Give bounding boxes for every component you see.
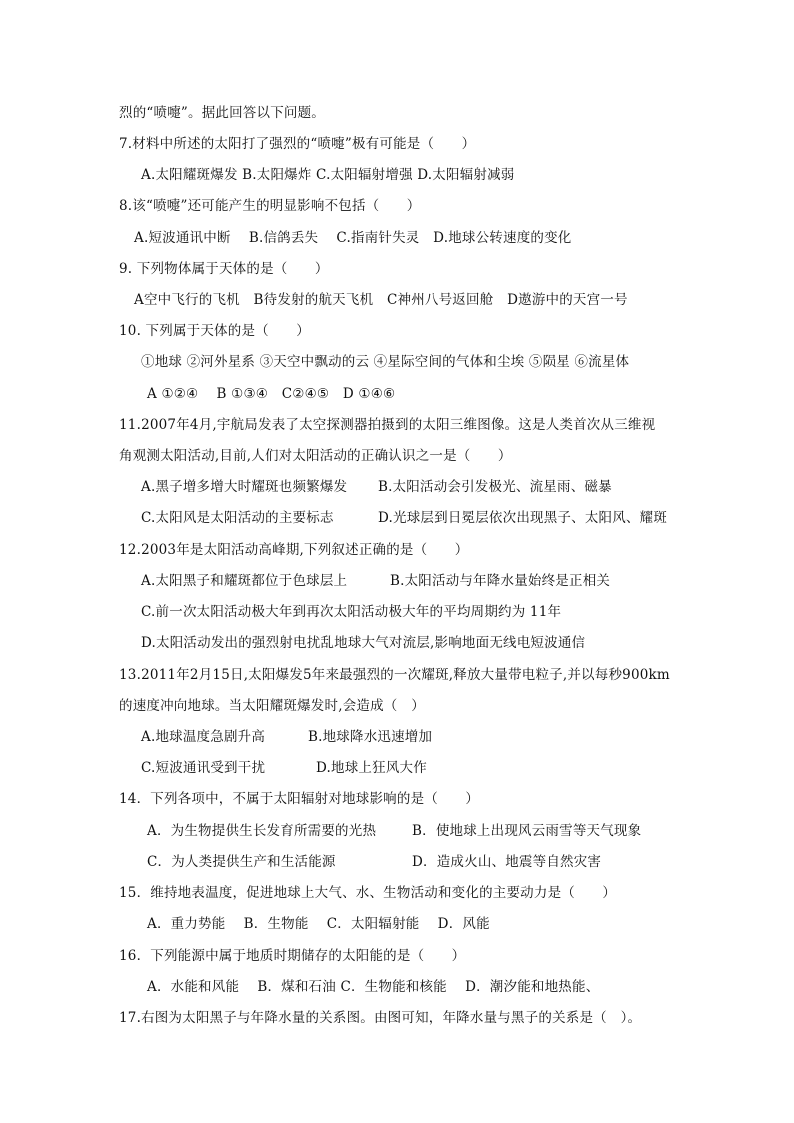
question-14-option-b: B．使地球上出现风云雨雪等天气现象 <box>412 823 642 839</box>
question-14-option-a: A．为生物提供生长发育所需要的光热 <box>147 823 377 839</box>
question-14-option-c: C．为人类提供生产和生活能源 <box>147 854 336 870</box>
question-11-option-c: C.太阳风是太阳活动的主要标志 <box>141 510 334 526</box>
question-15-options: A．重力势能 B．生物能 C．太阳辐射能 D．风能 <box>147 916 490 932</box>
question-12-option-a: A.太阳黑子和耀斑都位于色球层上 <box>141 573 348 589</box>
question-11: 11.2007年4月,宇航局发表了太空探测器拍摄到的太阳三维图像。这是人类首次从三维视 <box>119 417 656 433</box>
question-9: 9. 下列物体属于天体的是（ ） <box>119 261 329 277</box>
question-12-option-c: C.前一次太阳活动极大年到再次太阳活动极大年的平均周期约为 11年 <box>141 604 562 620</box>
question-11-option-a: A.黑子增多增大时耀斑也频繁爆发 <box>141 479 348 495</box>
question-17: 17.右图为太阳黑子与年降水量的关系图。由图可知，年降水量与黑子的关系是（ ）。 <box>119 1010 642 1026</box>
question-7: 7.材料中所述的太阳打了强烈的“喷嚏”极有可能是（ ） <box>119 136 476 152</box>
question-16-options: A．水能和风能 B．煤和石油 C．生物能和核能 D．潮汐能和地热能、 <box>147 979 600 995</box>
question-16: 16．下列能源中属于地质时期储存的太阳能的是（ ） <box>119 948 466 964</box>
question-13: 13.2011年2月15日,太阳爆发5年来最强烈的一次耀斑,释放大量带电粒子,并以每秒900km <box>119 667 670 683</box>
question-13-option-a: A.地球温度急剧升高 <box>141 729 266 745</box>
question-8-options: A.短波通讯中断 B.信鸽丢失 C.指南针失灵 D.地球公转速度的变化 <box>134 230 572 246</box>
question-10-options: A ①②④ B ①③④ C②④⑤ D ①④⑥ <box>147 386 396 402</box>
question-13-option-c: C.短波通讯受到干扰 <box>141 760 266 776</box>
question-14: 14．下列各项中，不属于太阳辐射对地球影响的是（ ） <box>119 791 480 807</box>
passage-tail: 烈的“喷嚏”。据此回答以下问题。 <box>119 105 326 121</box>
question-10: 10. 下列属于天体的是（ ） <box>119 323 310 339</box>
question-12-option-b: B.太阳活动与年降水量始终是正相关 <box>390 573 611 589</box>
question-8: 8.该“喷嚏”还可能产生的明显影响不包括（ ） <box>119 198 421 214</box>
question-12-option-d: D.太阳活动发出的强烈射电扰乱地球大气对流层,影响地面无线电短波通信 <box>141 635 586 651</box>
question-7-options: A.太阳耀斑爆发 B.太阳爆炸 C.太阳辐射增强 D.太阳辐射减弱 <box>141 167 515 183</box>
question-13-option-d: D.地球上狂风大作 <box>316 760 427 776</box>
question-9-options: A空中飞行的飞机 B待发射的航天飞机 C神州八号返回舱 D遨游中的天宫一号 <box>134 292 628 308</box>
question-15: 15．维持地表温度，促进地球上大气、水、生物活动和变化的主要动力是（ ） <box>119 885 617 901</box>
question-10-items: ①地球 ②河外星系 ③天空中飘动的云 ④星际空间的气体和尘埃 ⑤陨星 ⑥流星体 <box>141 354 630 370</box>
question-13-option-b: B.地球降水迅速增加 <box>308 729 433 745</box>
question-11-option-d: D.光球层到日冕层依次出现黑子、太阳风、耀斑 <box>378 510 668 526</box>
question-11-cont: 角观测太阳活动,目前,人们对太阳活动的正确认识之一是（ ） <box>119 448 512 464</box>
question-12: 12.2003年是太阳活动高峰期,下列叙述正确的是（ ） <box>119 542 469 558</box>
question-13-cont: 的速度冲向地球。当太阳耀斑爆发时,会造成（ ） <box>119 698 425 714</box>
question-14-option-d: D．造成火山、地震等自然灾害 <box>412 854 602 870</box>
question-11-option-b: B.太阳活动会引发极光、流星雨、磁暴 <box>378 479 612 495</box>
